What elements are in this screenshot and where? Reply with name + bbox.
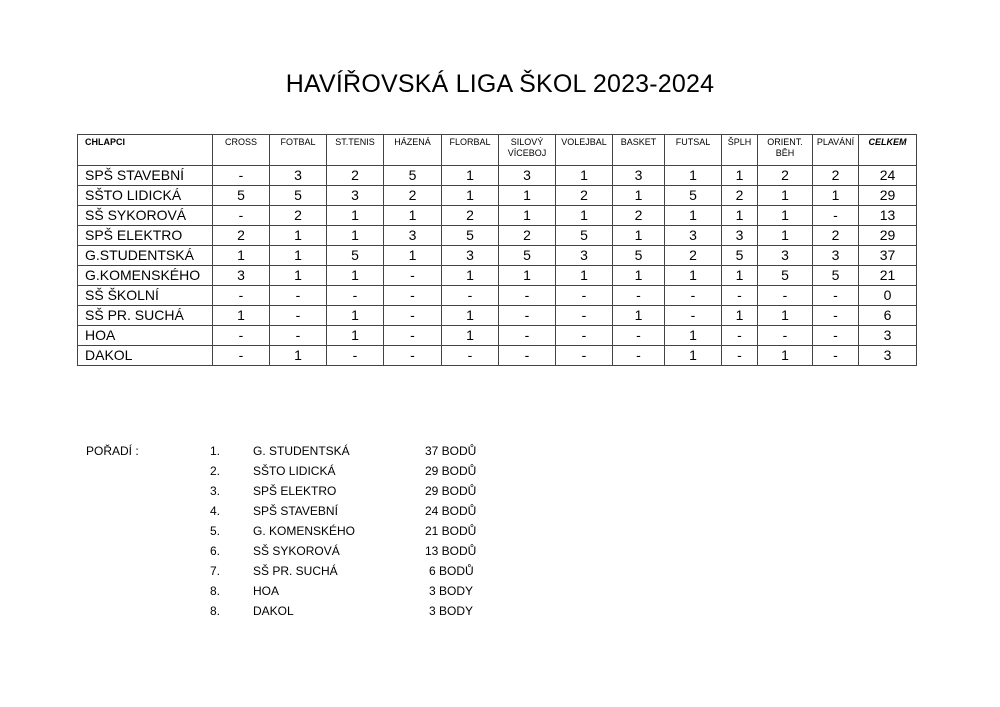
total-points-cell: 6 — [859, 306, 917, 326]
ranking-school: SPŠ STAVEBNÍ — [253, 504, 338, 518]
ranking-school: G. KOMENSKÉHO — [253, 524, 356, 538]
school-name-cell: SŠ PR. SUCHÁ — [78, 306, 213, 326]
score-cell: 1 — [813, 186, 859, 206]
score-cell: 1 — [327, 306, 384, 326]
column-header: ST.TENIS — [327, 135, 384, 166]
ranking-points: 24 BODŮ — [425, 504, 477, 518]
score-cell: 5 — [665, 186, 722, 206]
ranking-position: 7. — [210, 564, 221, 578]
school-name-cell: SPŠ ELEKTRO — [78, 226, 213, 246]
score-cell: 1 — [442, 326, 499, 346]
school-name-cell: DAKOL — [78, 346, 213, 366]
ranking-points: 21 BODŮ — [425, 524, 477, 538]
score-cell: 2 — [758, 166, 813, 186]
score-cell: 1 — [556, 166, 613, 186]
score-cell: 1 — [665, 206, 722, 226]
score-cell: 5 — [384, 166, 442, 186]
score-cell: - — [813, 306, 859, 326]
ranking-position: 8. — [210, 584, 221, 598]
ranking-school: G. STUDENTSKÁ — [253, 444, 350, 458]
score-cell: - — [213, 326, 270, 346]
score-cell: 3 — [556, 246, 613, 266]
score-cell: - — [499, 286, 556, 306]
score-cell: 1 — [722, 306, 758, 326]
ranking-points: 3 BODY — [429, 584, 474, 598]
column-header: FUTSAL — [665, 135, 722, 166]
ranking-points: 37 BODŮ — [425, 444, 477, 458]
score-cell: 1 — [327, 266, 384, 286]
score-cell: 5 — [758, 266, 813, 286]
score-cell: 3 — [722, 226, 758, 246]
ranking-position: 6. — [210, 544, 221, 558]
score-cell: 3 — [442, 246, 499, 266]
school-name-cell: SPŠ STAVEBNÍ — [78, 166, 213, 186]
score-cell: 3 — [758, 246, 813, 266]
ranking-position: 4. — [210, 504, 221, 518]
ranking-points: 3 BODY — [429, 604, 474, 618]
score-cell: - — [665, 286, 722, 306]
score-cell: 1 — [613, 306, 665, 326]
ranking-school: HOA — [253, 584, 280, 598]
score-cell: - — [556, 326, 613, 346]
score-cell: 1 — [327, 206, 384, 226]
score-cell: 5 — [722, 246, 758, 266]
total-points-cell: 29 — [859, 186, 917, 206]
ranking-position: 5. — [210, 524, 221, 538]
score-cell: 1 — [442, 266, 499, 286]
score-cell: 5 — [813, 266, 859, 286]
score-cell: 1 — [499, 266, 556, 286]
score-cell: - — [384, 326, 442, 346]
total-points-cell: 3 — [859, 326, 917, 346]
school-name-cell: HOA — [78, 326, 213, 346]
score-cell: 3 — [813, 246, 859, 266]
score-cell: - — [758, 326, 813, 346]
column-header: PLAVÁNÍ — [813, 135, 859, 166]
total-points-cell: 37 — [859, 246, 917, 266]
score-cell: 2 — [499, 226, 556, 246]
score-cell: 2 — [270, 206, 327, 226]
ranking-position: 8. — [210, 604, 221, 618]
total-points-cell: 3 — [859, 346, 917, 366]
score-cell: 2 — [665, 246, 722, 266]
score-cell: - — [213, 346, 270, 366]
column-header: SILOVÝ VÍCEBOJ — [499, 135, 556, 166]
score-cell: - — [384, 346, 442, 366]
score-cell: - — [813, 346, 859, 366]
score-cell: 3 — [384, 226, 442, 246]
score-cell: 5 — [270, 186, 327, 206]
score-cell: 5 — [499, 246, 556, 266]
score-cell: - — [327, 286, 384, 306]
score-cell: - — [665, 306, 722, 326]
score-cell: 2 — [442, 206, 499, 226]
score-cell: - — [556, 286, 613, 306]
score-cell: - — [442, 286, 499, 306]
score-cell: 1 — [758, 206, 813, 226]
ranking-school: SŠ PR. SUCHÁ — [253, 564, 338, 578]
score-cell: - — [722, 286, 758, 306]
score-cell: - — [813, 206, 859, 226]
score-cell: 1 — [499, 206, 556, 226]
score-cell: - — [613, 326, 665, 346]
score-cell: 2 — [556, 186, 613, 206]
score-cell: 1 — [758, 226, 813, 246]
score-cell: 1 — [665, 166, 722, 186]
score-cell: 1 — [213, 306, 270, 326]
score-cell: 1 — [613, 226, 665, 246]
column-header: FLORBAL — [442, 135, 499, 166]
column-header: ORIENT. BĚH — [758, 135, 813, 166]
score-cell: 2 — [813, 226, 859, 246]
score-cell: - — [270, 306, 327, 326]
score-cell: 5 — [327, 246, 384, 266]
total-points-cell: 0 — [859, 286, 917, 306]
score-cell: - — [813, 326, 859, 346]
ranking-points: 29 BODŮ — [425, 484, 477, 498]
score-cell: - — [327, 346, 384, 366]
score-cell: 1 — [556, 206, 613, 226]
score-cell: 2 — [613, 206, 665, 226]
score-cell: 3 — [499, 166, 556, 186]
score-cell: - — [722, 346, 758, 366]
school-name-cell: SŠ ŠKOLNÍ — [78, 286, 213, 306]
score-cell: 1 — [213, 246, 270, 266]
score-cell: - — [613, 286, 665, 306]
score-cell: 1 — [499, 186, 556, 206]
total-points-cell: 21 — [859, 266, 917, 286]
column-header: ŠPLH — [722, 135, 758, 166]
score-cell: - — [499, 306, 556, 326]
score-cell: 3 — [613, 166, 665, 186]
score-cell: 3 — [213, 266, 270, 286]
school-name-cell: SŠTO LIDICKÁ — [78, 186, 213, 206]
score-cell: 5 — [556, 226, 613, 246]
score-cell: 1 — [665, 346, 722, 366]
score-cell: - — [213, 286, 270, 306]
score-cell: 1 — [758, 346, 813, 366]
score-cell: 1 — [270, 346, 327, 366]
score-cell: - — [613, 346, 665, 366]
score-cell: 1 — [270, 266, 327, 286]
score-cell: 1 — [613, 186, 665, 206]
total-points-cell: 13 — [859, 206, 917, 226]
column-header: VOLEJBAL — [556, 135, 613, 166]
score-cell: - — [499, 346, 556, 366]
ranking-school: SŠTO LIDICKÁ — [253, 464, 336, 478]
score-cell: 1 — [665, 266, 722, 286]
ranking-points: 6 BODŮ — [429, 564, 474, 578]
column-header: FOTBAL — [270, 135, 327, 166]
score-cell: 1 — [270, 226, 327, 246]
score-cell: 2 — [384, 186, 442, 206]
score-cell: - — [813, 286, 859, 306]
score-cell: 5 — [613, 246, 665, 266]
score-cell: 1 — [327, 326, 384, 346]
score-cell: - — [384, 266, 442, 286]
ranking-school: SPŠ ELEKTRO — [253, 484, 337, 498]
score-cell: 1 — [270, 246, 327, 266]
score-cell: 2 — [722, 186, 758, 206]
total-points-cell: 24 — [859, 166, 917, 186]
ranking-school: DAKOL — [253, 604, 294, 618]
total-points-cell: 29 — [859, 226, 917, 246]
column-header: BASKET — [613, 135, 665, 166]
page-title: HAVÍŘOVSKÁ LIGA ŠKOL 2023-2024 — [285, 70, 715, 98]
score-cell: 1 — [556, 266, 613, 286]
column-header: CHLAPCI — [78, 135, 213, 166]
score-cell: 5 — [213, 186, 270, 206]
score-cell: 3 — [665, 226, 722, 246]
score-cell: 2 — [213, 226, 270, 246]
score-cell: - — [384, 286, 442, 306]
score-cell: 1 — [722, 266, 758, 286]
ranking-label: POŘADÍ : — [86, 444, 139, 458]
score-cell: - — [722, 326, 758, 346]
school-name-cell: G.STUDENTSKÁ — [78, 246, 213, 266]
score-cell: - — [384, 306, 442, 326]
score-cell: - — [270, 286, 327, 306]
column-header: CELKEM — [859, 135, 917, 166]
column-header: CROSS — [213, 135, 270, 166]
score-cell: 1 — [442, 306, 499, 326]
score-cell: 1 — [758, 306, 813, 326]
score-cell: 1 — [758, 186, 813, 206]
score-cell: 1 — [613, 266, 665, 286]
score-cell: 1 — [442, 166, 499, 186]
school-name-cell: SŠ SYKOROVÁ — [78, 206, 213, 226]
ranking-points: 29 BODŮ — [425, 464, 477, 478]
ranking-school: SŠ SYKOROVÁ — [253, 544, 340, 558]
score-cell: 1 — [665, 326, 722, 346]
score-cell: - — [213, 166, 270, 186]
ranking-position: 1. — [210, 444, 221, 458]
score-cell: 1 — [384, 246, 442, 266]
score-cell: 3 — [270, 166, 327, 186]
score-cell: 1 — [442, 186, 499, 206]
ranking-points: 13 BODŮ — [425, 544, 477, 558]
score-cell: - — [758, 286, 813, 306]
score-cell: 2 — [327, 166, 384, 186]
column-header: HÁZENÁ — [384, 135, 442, 166]
score-cell: - — [556, 306, 613, 326]
ranking-position: 2. — [210, 464, 221, 478]
score-cell: - — [442, 346, 499, 366]
score-cell: - — [556, 346, 613, 366]
score-cell: - — [499, 326, 556, 346]
score-cell: - — [270, 326, 327, 346]
score-cell: 1 — [722, 166, 758, 186]
score-cell: 1 — [327, 226, 384, 246]
score-cell: 3 — [327, 186, 384, 206]
score-cell: 5 — [442, 226, 499, 246]
school-name-cell: G.KOMENSKÉHO — [78, 266, 213, 286]
ranking-position: 3. — [210, 484, 221, 498]
score-cell: 1 — [384, 206, 442, 226]
score-cell: 2 — [813, 166, 859, 186]
score-cell: - — [213, 206, 270, 226]
score-cell: 1 — [722, 206, 758, 226]
